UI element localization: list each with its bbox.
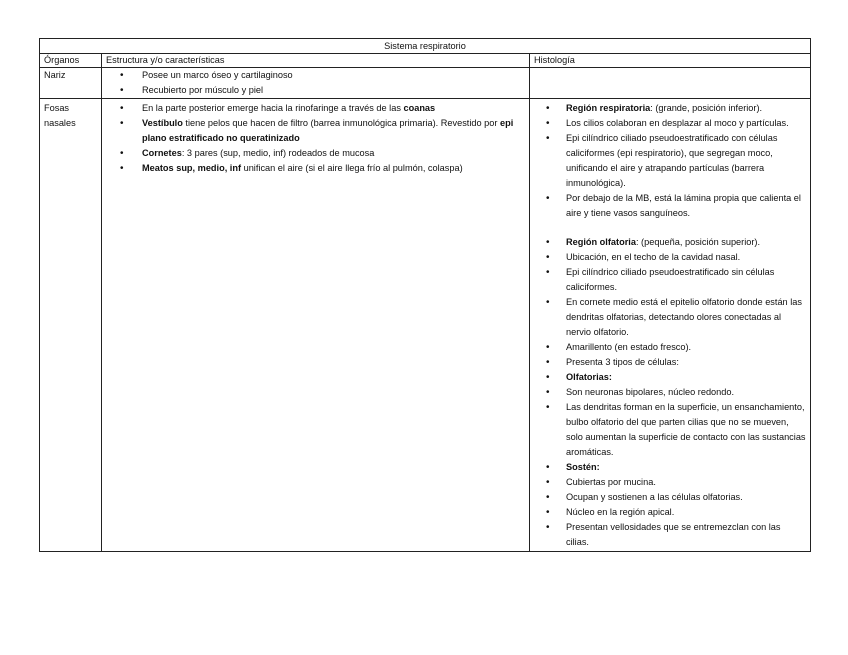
list-item: [534, 370, 806, 385]
bullet-list: [534, 235, 806, 550]
list-item: [534, 101, 806, 116]
item-text: unifican el aire (si el aire llega frío al pulmón, colaspa): [241, 163, 463, 173]
item-text-bold: Olfatorias:: [566, 372, 612, 382]
list-item: • Núcleo en la región apical.: [534, 505, 806, 520]
list-item: • Posee un marco óseo y cartilaginoso: [106, 68, 525, 83]
item-text-bold: Sostén:: [566, 462, 600, 472]
list-item: • En cornete medio está el epitelio olfatorio donde están las dendritas olfatorias, detectando olores conectadas al nervio olfatorio.: [534, 295, 806, 340]
document-page: [39, 38, 810, 552]
list-item: • Presenta 3 tipos de células:: [534, 355, 806, 370]
list-item: • Ocupan y sostienen a las células olfatorias.: [534, 490, 806, 505]
table-row: [40, 99, 811, 552]
bullet-list: [106, 68, 525, 98]
item-text-bold: Región olfatoria: [566, 237, 636, 247]
item-text: : (pequeña, posición superior).: [635, 237, 761, 247]
list-item: • Ubicación, en el techo de la cavidad nasal.: [534, 250, 806, 265]
item-text: : (grande, posición inferior).: [650, 103, 763, 113]
header-histologia: Histología: [530, 54, 811, 68]
header-organos: Órganos: [40, 54, 102, 68]
item-text: : 3 pares (sup, medio, inf) rodeados de mucosa: [181, 148, 375, 158]
list-item: [106, 116, 525, 146]
item-text: tiene pelos que hacen de filtro (barrea inmunológica primaria). Revestido por: [182, 118, 500, 128]
list-item: • Epi cilíndrico ciliado pseudoestratificado sin células caliciformes.: [534, 265, 806, 295]
list-item: • Por debajo de la MB, está la lámina propia que calienta el aire y tiene vasos sanguíneos.: [534, 191, 806, 221]
list-item: • Presentan vellosidades que se entremezclan con las cilias.: [534, 520, 806, 550]
estructura-cell: [102, 68, 530, 99]
list-item: • Recubierto por músculo y piel: [106, 83, 525, 98]
list-item: [106, 101, 525, 116]
list-item: • Son neuronas bipolares, núcleo redondo.: [534, 385, 806, 400]
list-item: [106, 161, 525, 176]
item-text-bold: coanas: [403, 103, 436, 113]
bullet-list: [534, 101, 806, 221]
list-item: • Los cilios colaboran en desplazar al moco y partículas.: [534, 116, 806, 131]
organ-cell: Fosas nasales: [40, 99, 102, 552]
list-item: [534, 235, 806, 250]
table-title: Sistema respiratorio: [40, 39, 811, 54]
item-text-bold: epi plano estratificado no queratinizado: [142, 118, 514, 143]
spacer: [534, 221, 806, 235]
header-estructura: Estructura y/o características: [102, 54, 530, 68]
item-text-bold: Región respiratoria: [566, 103, 651, 113]
list-item: • Epi cilíndrico ciliado pseudoestratificado con células caliciformes (epi respiratorio), que segregan moco, unificando el aire y atrapando partículas (barrera inmunológica).: [534, 131, 806, 191]
respiratory-system-table: [39, 38, 811, 552]
item-text: En la parte posterior emerge hacia la rinofaringe a través de las: [142, 103, 404, 113]
bullet-list: [106, 101, 525, 176]
item-text-bold: Cornetes: [142, 148, 182, 158]
item-text-bold: Meatos sup, medio, inf: [142, 163, 242, 173]
list-item: • Cubiertas por mucina.: [534, 475, 806, 490]
table-row: [40, 68, 811, 99]
estructura-cell: [102, 99, 530, 552]
histologia-cell: [530, 99, 811, 552]
list-item: • Amarillento (en estado fresco).: [534, 340, 806, 355]
histologia-cell: [530, 68, 811, 99]
item-text-bold: Vestíbulo: [142, 118, 183, 128]
organ-cell: Nariz: [40, 68, 102, 99]
list-item: [534, 460, 806, 475]
list-item: • Las dendritas forman en la superficie, un ensanchamiento, bulbo olfatorio del que parten cilias que no se mueven, solo aumentan la superficie de contacto con las sustancias aromáticas.: [534, 400, 806, 460]
list-item: [106, 146, 525, 161]
